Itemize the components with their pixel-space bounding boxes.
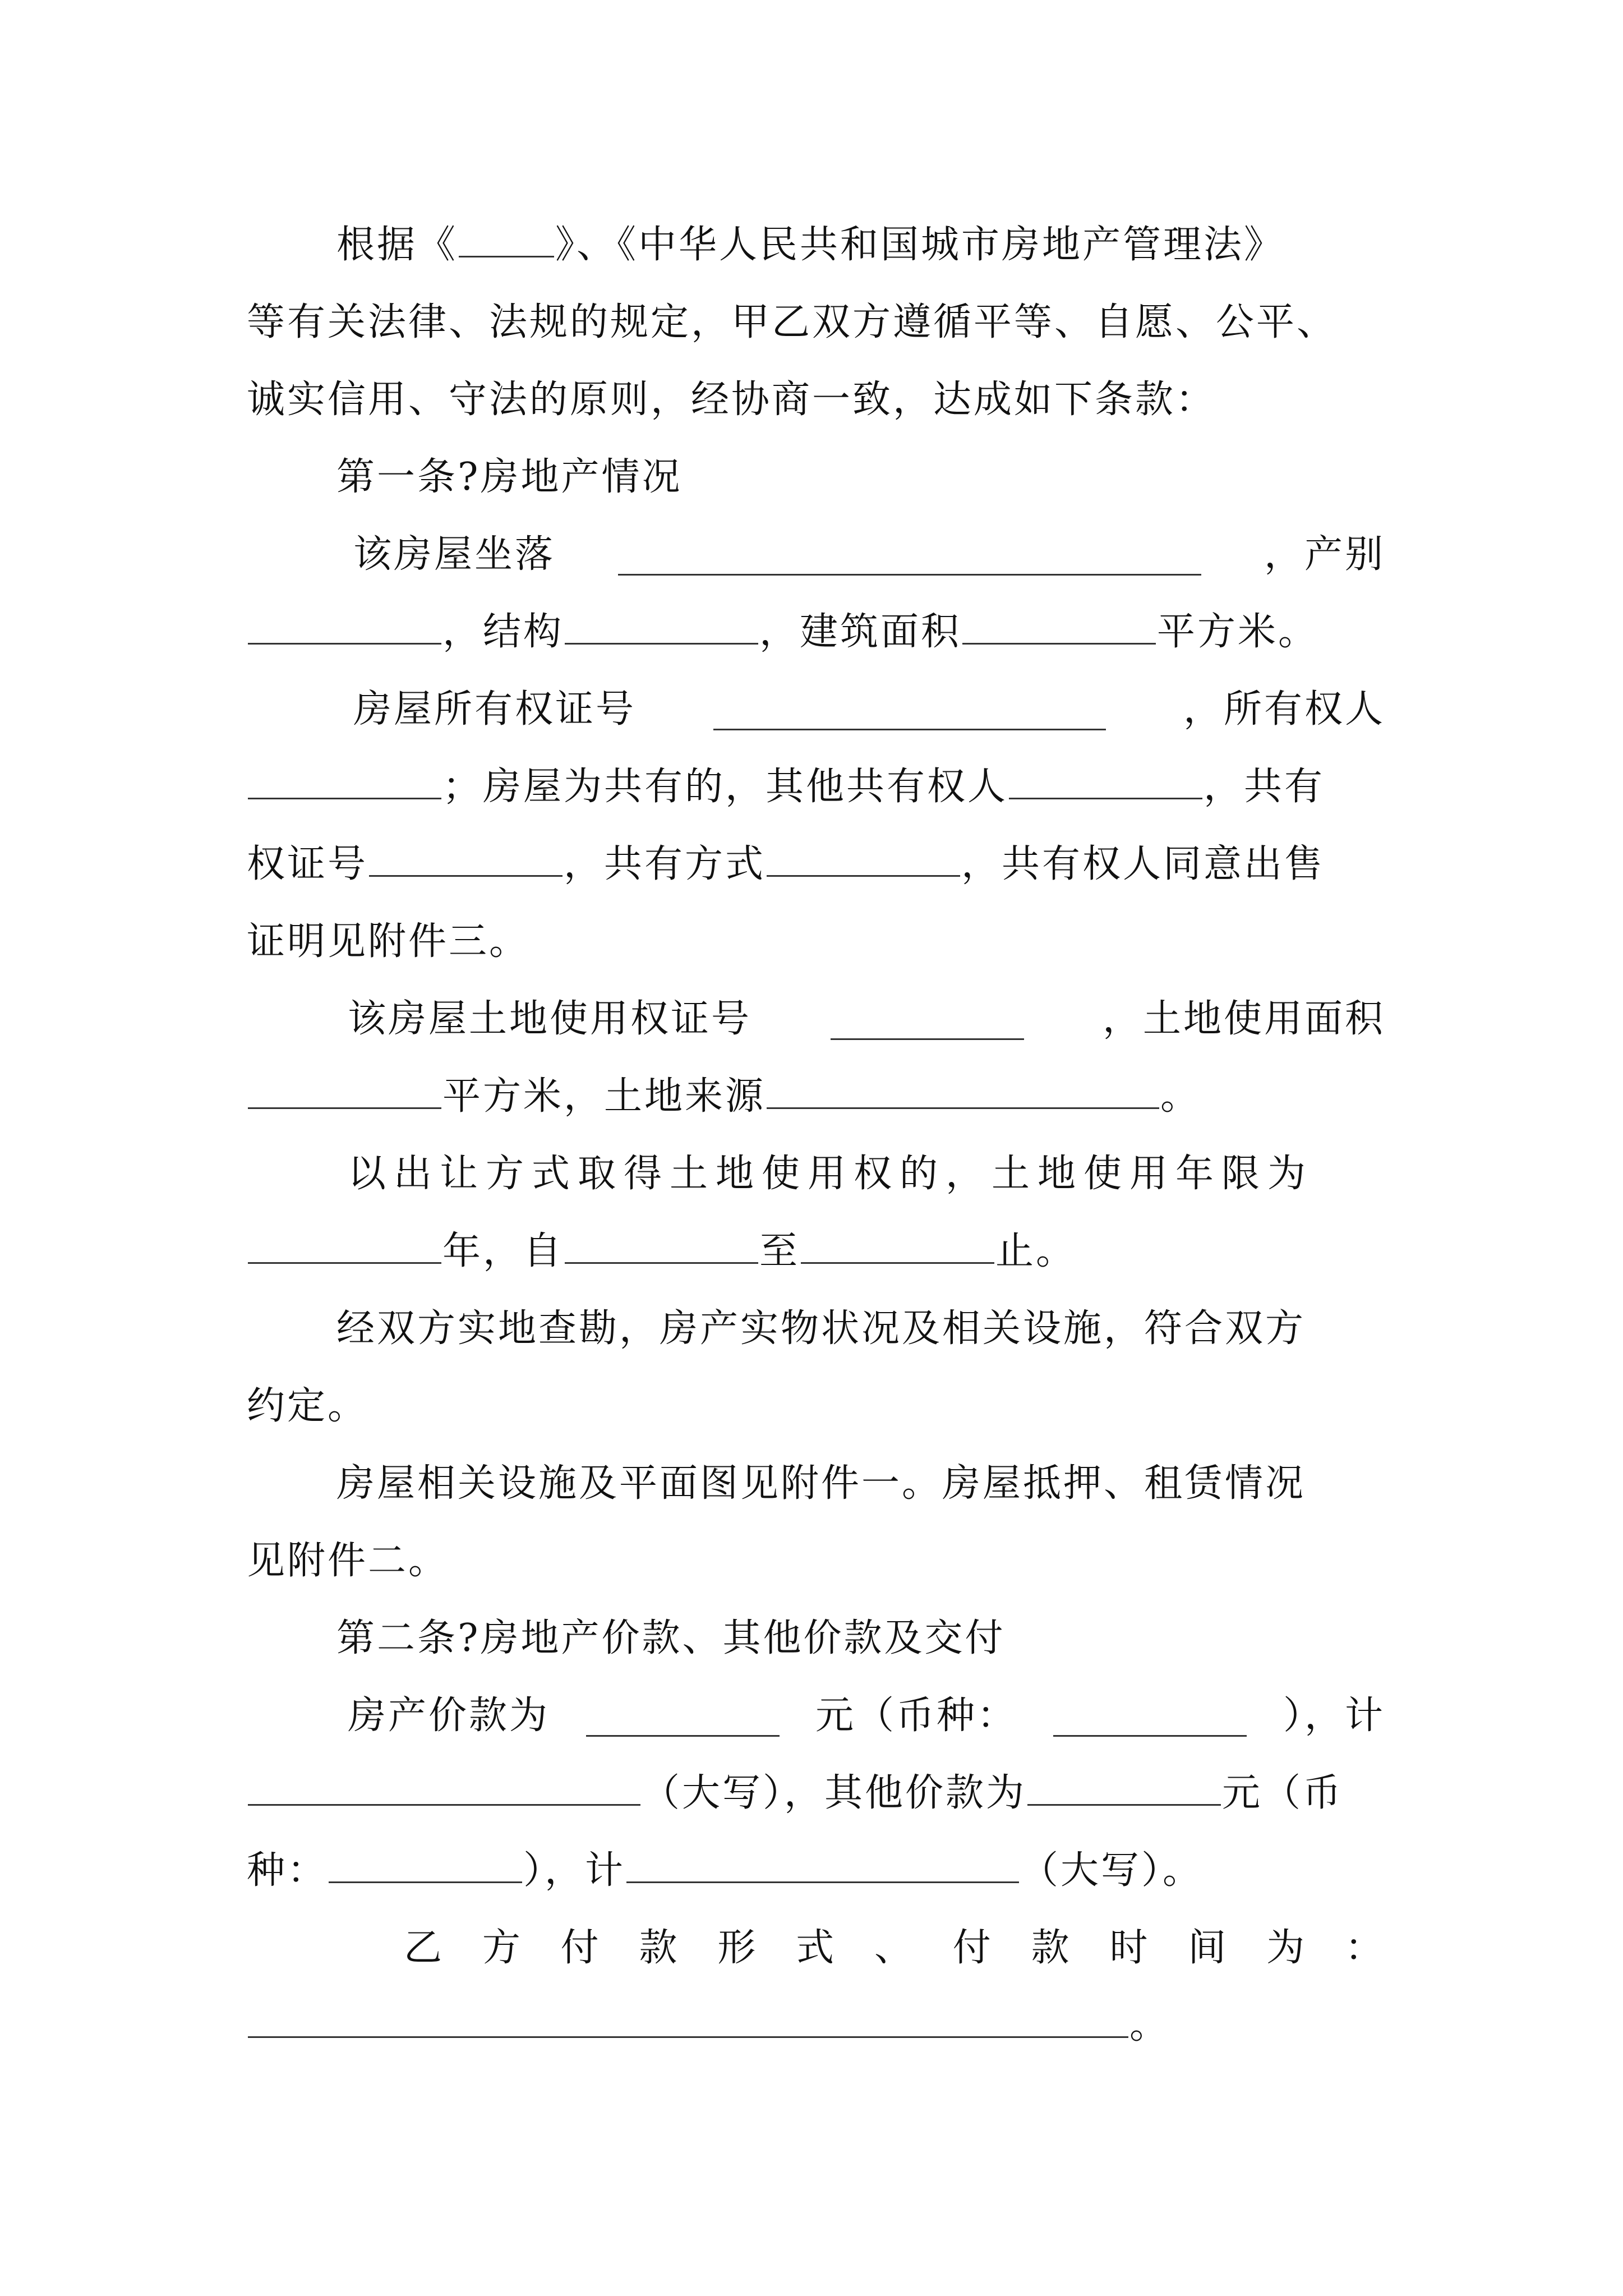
- land-source-label: 平方米，土地来源: [442, 1074, 766, 1119]
- intro-line-2: 等有关法律、法规的规定，甲乙双方遵循平等、自愿、公平、: [247, 300, 1338, 344]
- location-line-1: [353, 516, 1385, 593]
- payment-char: 、: [874, 1926, 915, 1970]
- other-currency-blank[interactable]: [329, 1842, 522, 1883]
- price-uppercase-blank[interactable]: [248, 1765, 640, 1806]
- currency-blank[interactable]: [1053, 1696, 1247, 1737]
- certificate-line-2: [247, 748, 1385, 826]
- payment-line-2: [247, 1987, 1385, 2064]
- property-type-blank[interactable]: [248, 604, 441, 645]
- payment-char: ：: [1344, 1926, 1385, 1970]
- land-area-blank[interactable]: [248, 1068, 441, 1109]
- square-meter-label: 平方米。: [1157, 610, 1319, 654]
- intro-line-3: 诚实信用、守法的原则，经协商一致，达成如下条款：: [247, 378, 1216, 422]
- ownership-cert-label: 房屋所有权证号: [353, 687, 637, 731]
- payment-char: 款: [639, 1926, 680, 1970]
- law-name-blank[interactable]: [459, 217, 554, 257]
- payment-char: 付: [560, 1926, 601, 1970]
- other-total-label: ），计: [523, 1848, 626, 1893]
- land-cert-blank[interactable]: [831, 999, 1024, 1040]
- location-blank[interactable]: [618, 535, 1201, 576]
- price-line-2: [247, 1755, 1385, 1832]
- payment-terms-blank[interactable]: [248, 1997, 1128, 2038]
- uppercase-label: （大写）。: [1020, 1848, 1204, 1893]
- land-source-blank[interactable]: [767, 1068, 1159, 1109]
- period-mark: 。: [1160, 1074, 1201, 1119]
- co-cert-label: 权证号: [247, 842, 368, 886]
- co-method-label: ，共有方式: [564, 842, 766, 886]
- other-price-blank[interactable]: [1027, 1765, 1221, 1806]
- location-label: 该房屋坐落: [353, 532, 556, 577]
- co-ownership-label: ，共有: [1204, 765, 1325, 809]
- attachment-line-1: 房屋相关设施及平面图见附件一。房屋抵押、租赁情况: [336, 1461, 1306, 1506]
- location-line-2: [247, 593, 1385, 671]
- co-method-blank[interactable]: [767, 836, 960, 877]
- price-line-1: [348, 1677, 1385, 1755]
- floor-area-blank[interactable]: [962, 604, 1156, 645]
- article-2-title: 第二条?房地产价款、其他价款及交付: [336, 1616, 1006, 1660]
- term-line-1: 以出让方式取得土地使用权的，土地使用年限为: [348, 1152, 1314, 1196]
- payment-char: 付: [952, 1926, 993, 1970]
- payment-char: 式: [796, 1926, 837, 1970]
- property-type-label: ，产别: [1264, 532, 1385, 577]
- land-cert-label: 该房屋土地使用权证号: [348, 997, 752, 1041]
- owner-label: ，所有权人: [1183, 687, 1385, 731]
- intro-text-b: 》、《中华人民共和国城市房地产管理法》: [555, 223, 1285, 267]
- structure-blank[interactable]: [565, 604, 758, 645]
- certificate-line-3: [247, 826, 1385, 903]
- land-line-1: [348, 981, 1385, 1058]
- payment-char: 方: [482, 1926, 523, 1970]
- land-line-2: [247, 1058, 1385, 1135]
- price-label: 房产价款为: [348, 1694, 550, 1738]
- period-mark: 。: [1129, 2003, 1170, 2047]
- intro-line-1: [336, 206, 1385, 284]
- term-from-label: 年，自: [442, 1229, 564, 1273]
- consent-text: ，共有权人同意出售: [961, 842, 1325, 886]
- total-label: ），计: [1283, 1694, 1385, 1738]
- term-line-2: [247, 1213, 1385, 1290]
- term-to-label: 至: [759, 1229, 800, 1273]
- structure-label: ，结构: [442, 610, 564, 654]
- attachment-line-2: 见附件二。: [247, 1539, 449, 1583]
- inspection-line-2: 约定。: [247, 1384, 368, 1428]
- floor-area-label: ，建筑面积: [759, 610, 962, 654]
- other-uppercase-blank[interactable]: [626, 1842, 1019, 1883]
- payment-char: 为: [1266, 1926, 1307, 1970]
- currency-label: 元（币种：: [815, 1694, 1017, 1738]
- term-end-label: 止。: [995, 1229, 1077, 1273]
- payment-char: 形: [717, 1926, 758, 1970]
- co-cert-blank[interactable]: [369, 836, 562, 877]
- inspection-line-1: 经双方实地查勘，房产实物状况及相关设施，符合双方: [336, 1306, 1306, 1351]
- payment-char: 间: [1188, 1926, 1229, 1970]
- term-end-blank[interactable]: [801, 1223, 994, 1264]
- price-line-3: [247, 1832, 1385, 1910]
- payment-line-1: [404, 1910, 1385, 1987]
- payment-char: 时: [1109, 1926, 1150, 1970]
- intro-text-a: 根据《: [336, 223, 458, 267]
- certificate-line-1: [353, 671, 1385, 748]
- other-currency-type-label: 种：: [247, 1848, 328, 1893]
- co-owner-blank[interactable]: [1009, 758, 1202, 799]
- payment-char: 款: [1031, 1926, 1072, 1970]
- co-owner-label: ；房屋为共有的，其他共有权人: [442, 765, 1008, 809]
- payment-char: 乙: [404, 1926, 445, 1970]
- ownership-cert-blank[interactable]: [713, 689, 1106, 730]
- land-area-label: ，土地使用面积: [1102, 997, 1385, 1041]
- other-price-label: （大写），其他价款为: [642, 1771, 1027, 1815]
- price-blank[interactable]: [586, 1696, 780, 1737]
- term-start-blank[interactable]: [565, 1223, 758, 1264]
- article-1-title: 第一条?房地产情况: [336, 455, 683, 499]
- owner-blank[interactable]: [248, 758, 441, 799]
- term-years-blank[interactable]: [248, 1223, 441, 1264]
- other-currency-label: 元（币: [1222, 1771, 1344, 1815]
- certificate-line-4: 证明见附件三。: [247, 919, 530, 964]
